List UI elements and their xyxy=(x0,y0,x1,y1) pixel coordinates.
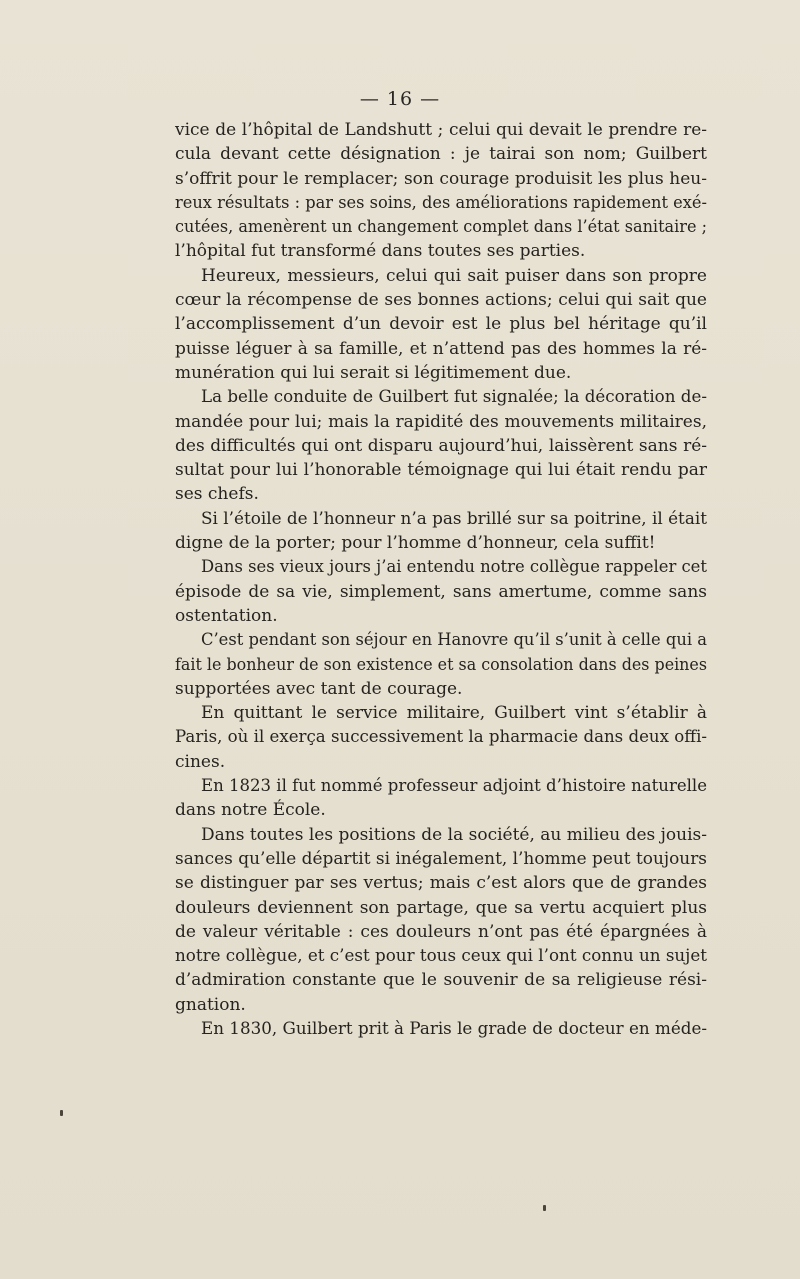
text-line: cula devant cette désignation : je tairai son nom; Guilbert xyxy=(175,144,707,165)
page-number-header: — 16 — xyxy=(359,88,441,110)
text-line: Dans ses vieux jours j’ai entendu notre collègue rappeler cet xyxy=(201,557,707,578)
text-line: cines. xyxy=(175,751,226,772)
text-line: C’est pendant son séjour en Hanovre qu’il s’unit à celle qui a xyxy=(201,630,707,651)
text-line: épisode de sa vie, simplement, sans amertume, comme sans xyxy=(175,581,707,602)
text-line: notre collègue, et c’est pour tous ceux qui l’ont connu un sujet xyxy=(175,946,707,967)
text-line: La belle conduite de Guilbert fut signalée; la décoration de- xyxy=(201,387,707,408)
text-line: dans notre École. xyxy=(175,800,326,821)
text-line: digne de la porter; pour l’homme d’honneur, cela suffit! xyxy=(175,533,656,554)
text-line: cutées, amenèrent un changement complet dans l’état sanitaire ; xyxy=(175,217,707,238)
text-line: se distinguer par ses vertus; mais c’est alors que de grandes xyxy=(175,873,707,894)
text-line: des difficultés qui ont disparu aujourd’hui, laissèrent sans ré- xyxy=(175,435,707,456)
text-line: Dans toutes les positions de la société, au milieu des jouis- xyxy=(201,824,707,845)
text-line: sances qu’elle départit si inégalement, l’homme peut toujours xyxy=(175,848,707,869)
paper-speck xyxy=(60,1110,63,1116)
text-line: puisse léguer à sa famille, et n’attend pas des hommes la ré- xyxy=(175,338,707,359)
text-line: En 1823 il fut nommé professeur adjoint d’histoire naturelle xyxy=(201,776,707,797)
text-line: s’offrit pour le remplacer; son courage produisit les plus heu- xyxy=(175,168,707,189)
paper-speck xyxy=(543,1205,546,1211)
text-line: vice de l’hôpital de Landshutt ; celui qui devait le prendre re- xyxy=(175,120,707,140)
text-line: d’admiration constante que le souvenir de sa religieuse rési- xyxy=(175,970,707,991)
text-line: supportées avec tant de courage. xyxy=(175,678,463,699)
text-line: douleurs deviennent son partage, que sa vertu acquiert plus xyxy=(175,897,707,918)
text-line: Heureux, messieurs, celui qui sait puiser dans son propre xyxy=(201,265,707,286)
text-line: munération qui lui serait si légitimement due. xyxy=(175,362,572,383)
text-line: En 1830, Guilbert prit à Paris le grade de docteur en méde- xyxy=(201,1018,707,1039)
text-line: ses chefs. xyxy=(175,484,259,505)
text-line: fait le bonheur de son existence et sa consolation dans des peines xyxy=(175,654,707,675)
text-line: mandée pour lui; mais la rapidité des mouvements militaires, xyxy=(175,411,707,432)
text-line: sultat pour lui l’honorable témoignage qui lui était rendu par xyxy=(175,460,707,481)
text-line: ostentation. xyxy=(175,605,278,626)
text-line: l’accomplissement d’un devoir est le plus bel héritage qu’il xyxy=(175,314,707,335)
text-line: l’hôpital fut transformé dans toutes ses parties. xyxy=(175,241,586,262)
text-line: gnation. xyxy=(175,994,246,1015)
body-text xyxy=(175,118,707,1041)
text-line: cœur la récompense de ses bonnes actions; celui qui sait que xyxy=(175,290,707,311)
text-line: Si l’étoile de l’honneur n’a pas brillé sur sa poitrine, il était xyxy=(201,508,707,529)
text-line: Paris, où il exerça successivement la pharmacie dans deux offi- xyxy=(175,727,707,748)
text-line: En quittant le service militaire, Guilbert vint s’établir à xyxy=(201,703,707,724)
text-line: de valeur véritable : ces douleurs n’ont pas été épargnées à xyxy=(175,921,707,942)
text-line: reux résultats : par ses soins, des améliorations rapidement exé- xyxy=(175,192,707,213)
